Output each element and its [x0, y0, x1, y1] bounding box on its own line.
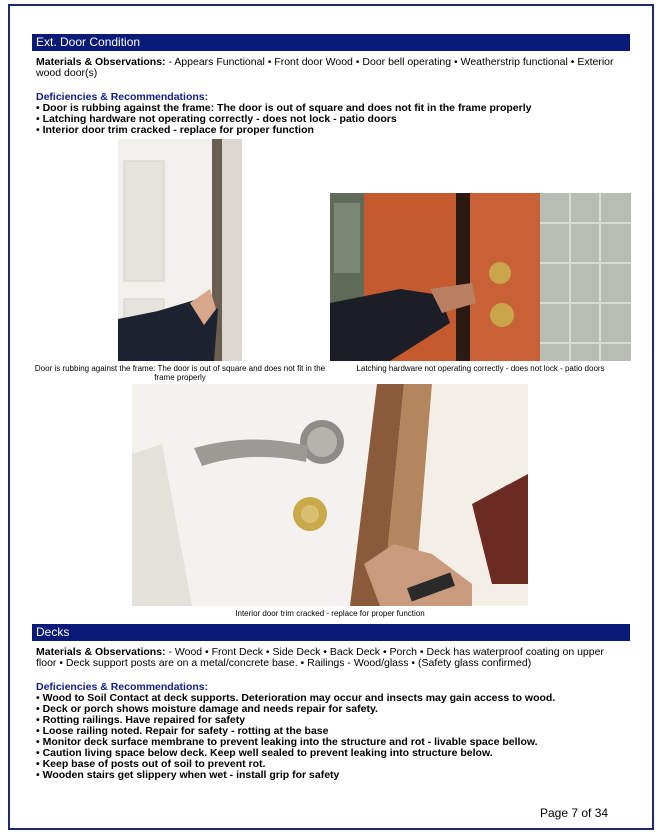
photo-door-rubbing [118, 139, 242, 361]
deficiency-item: • Loose railing noted. Repair for safety - rotting at the base [36, 725, 329, 737]
deficiencies-heading: Deficiencies & Recommendations: [36, 91, 209, 103]
section-header-ext-door [32, 34, 630, 51]
deficiencies-heading: Deficiencies & Recommendations: [36, 681, 209, 693]
deficiencies-block [36, 92, 626, 136]
materials-text: - Appears Functional • Front door Wood • Door bell operating • Weatherstrip functional • Exterior wood door(s) [36, 56, 614, 79]
deficiency-item: • Keep base of posts out of soil to prevent rot. [36, 758, 266, 770]
materials-label: Materials & Observations: [36, 56, 166, 68]
deficiency-item: • Rotting railings. Have repaired for safety [36, 714, 246, 726]
page-number: Page 7 of 34 [540, 806, 609, 820]
photo-caption: Latching hardware not operating correctly - does not lock - patio doors [356, 364, 605, 373]
photo-patio-latch [330, 193, 631, 361]
deficiency-item: • Caution living space below deck. Keep well sealed to prevent leaking into structure below. [36, 747, 493, 759]
deficiency-item: • Latching hardware not operating correctly - does not lock - patio doors [36, 113, 397, 125]
materials-observations [36, 647, 626, 669]
section-header-decks [32, 624, 630, 641]
photo-door-trim [132, 384, 528, 606]
deficiency-item: • Monitor deck surface membrane to prevent leaking into the structure and rot - livable space bellow. [36, 736, 538, 748]
materials-text: - Wood • Front Deck • Side Deck • Back Deck • Porch • Deck has waterproof coating on upper floor • Deck support posts are on a metal/concrete base. • Railings - Wood/glass • (Safety glass confirmed) [36, 646, 604, 669]
photo-caption: Interior door trim cracked - replace for proper function [235, 609, 425, 618]
deficiency-item: • Door is rubbing against the frame: The door is out of square and does not fit in the frame properly [36, 102, 532, 114]
section-title: Ext. Door Condition [36, 35, 141, 49]
materials-observations [36, 57, 626, 79]
section-title: Decks [36, 625, 70, 639]
deficiency-item: • Deck or porch shows moisture damage and needs repair for safety. [36, 703, 378, 715]
deficiency-item: • Interior door trim cracked - replace for proper function [36, 124, 314, 136]
photo-caption: Door is rubbing against the frame: The door is out of square and does not fit in the frame properly [34, 364, 326, 382]
deficiency-item: • Wooden stairs get slippery when wet - install grip for safety [36, 769, 340, 781]
deficiencies-block [36, 682, 626, 781]
deficiency-item: • Wood to Soil Contact at deck supports. Deterioration may occur and insects may gain access to wood. [36, 692, 556, 704]
materials-label: Materials & Observations: [36, 646, 166, 658]
